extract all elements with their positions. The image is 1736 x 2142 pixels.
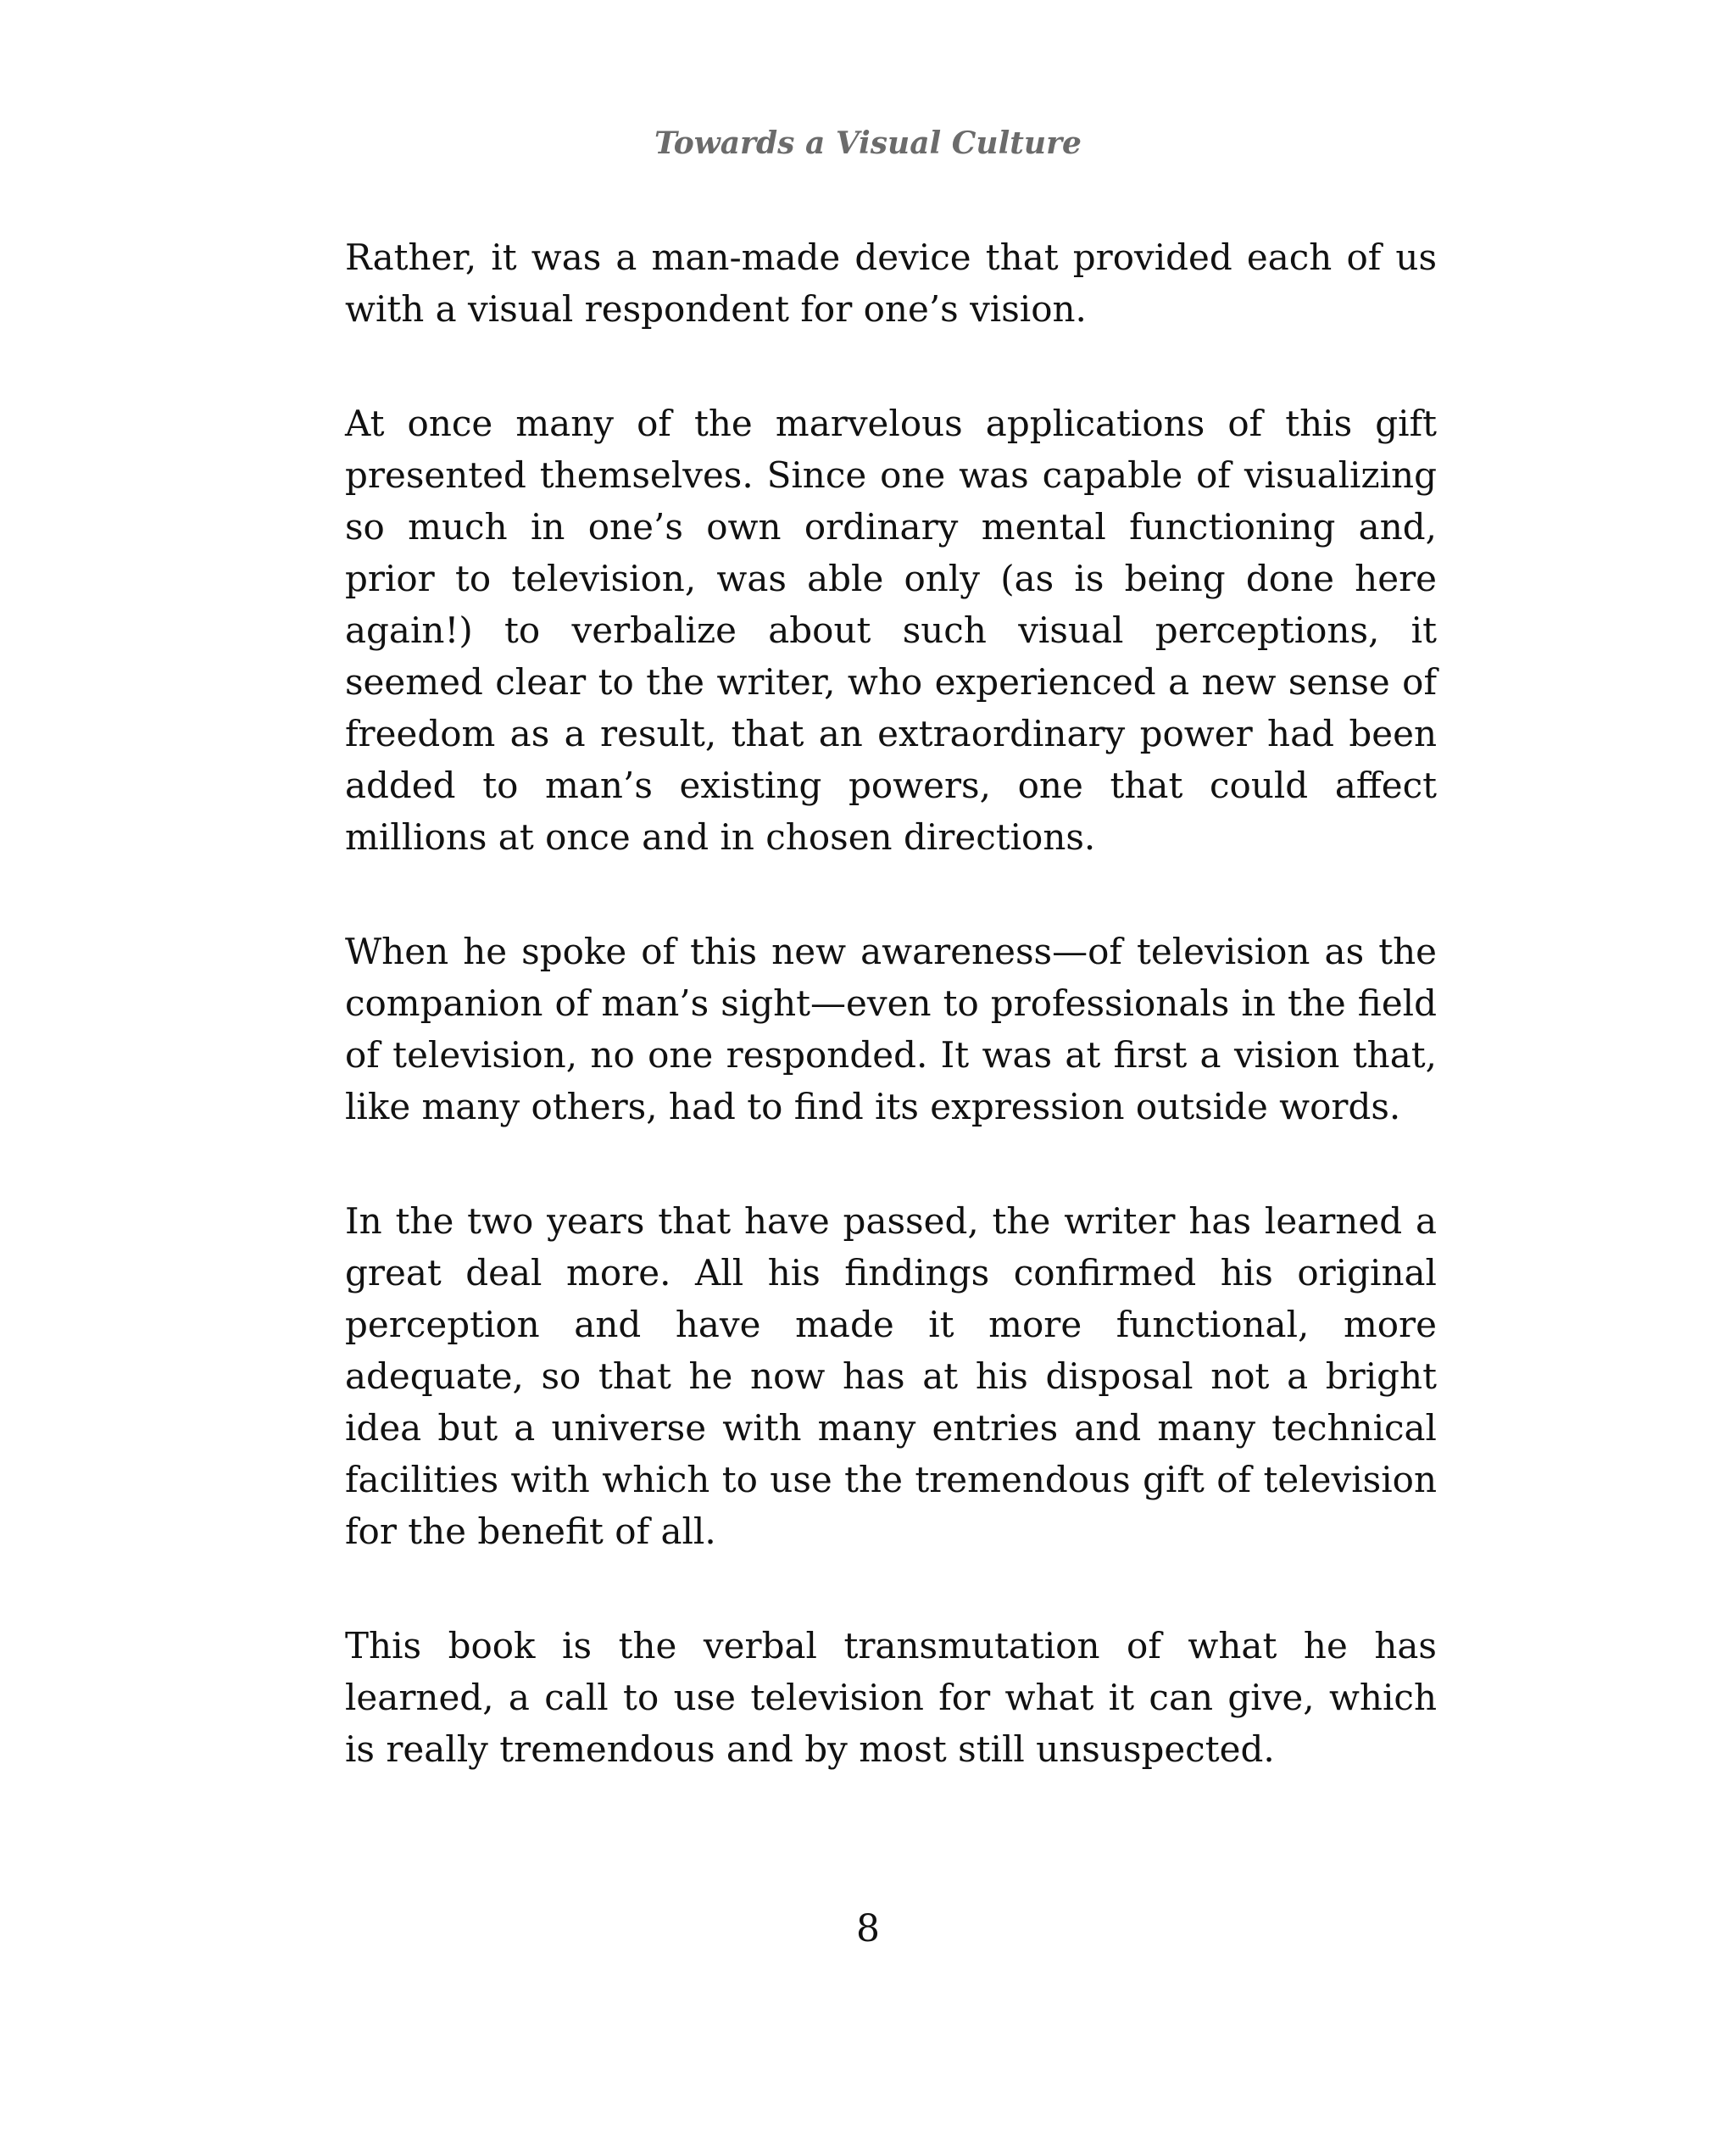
page-number: 8	[856, 1907, 880, 1950]
running-header: Towards a Visual Culture	[654, 125, 1082, 161]
paragraph-1: Rather, it was a man-made device that provided each of us with a visual respondent for one’s vision.	[345, 236, 1437, 330]
paragraph-4: In the two years that have passed, the writer has learned a great deal more. All his findings confirmed his original perception and have made it more functional, more adequate, so that he now has at his disposal not a bright idea but a universe with many entries and many technical facilities with which to use the tremendous gift of television for the benefit of all.	[345, 1200, 1437, 1552]
paragraph-5: This book is the verbal transmutation of what he has learned, a call to use television for what it can give, which is really tremendous and by most still unsuspected.	[345, 1625, 1437, 1770]
paragraph-3: When he spoke of this new awareness—of television as the companion of man’s sight—even to professionals in the field of television, no one responded. It was at first a vision that, like many others, had to find its expression outside words.	[345, 931, 1437, 1127]
paragraph-2: At once many of the marvelous applications of this gift presented themselves. Since one was capable of visualizing so much in one’s own ordinary mental functioning and, prior to television, was able only (as is being done here again!) to verbalize about such visual perceptions, it seemed clear to the writer, who experienced a new sense of freedom as a result, that an extraordinary power had been added to man’s existing powers, one that could affect millions at once and in chosen directions.	[345, 403, 1437, 858]
body-text	[345, 231, 1437, 1838]
